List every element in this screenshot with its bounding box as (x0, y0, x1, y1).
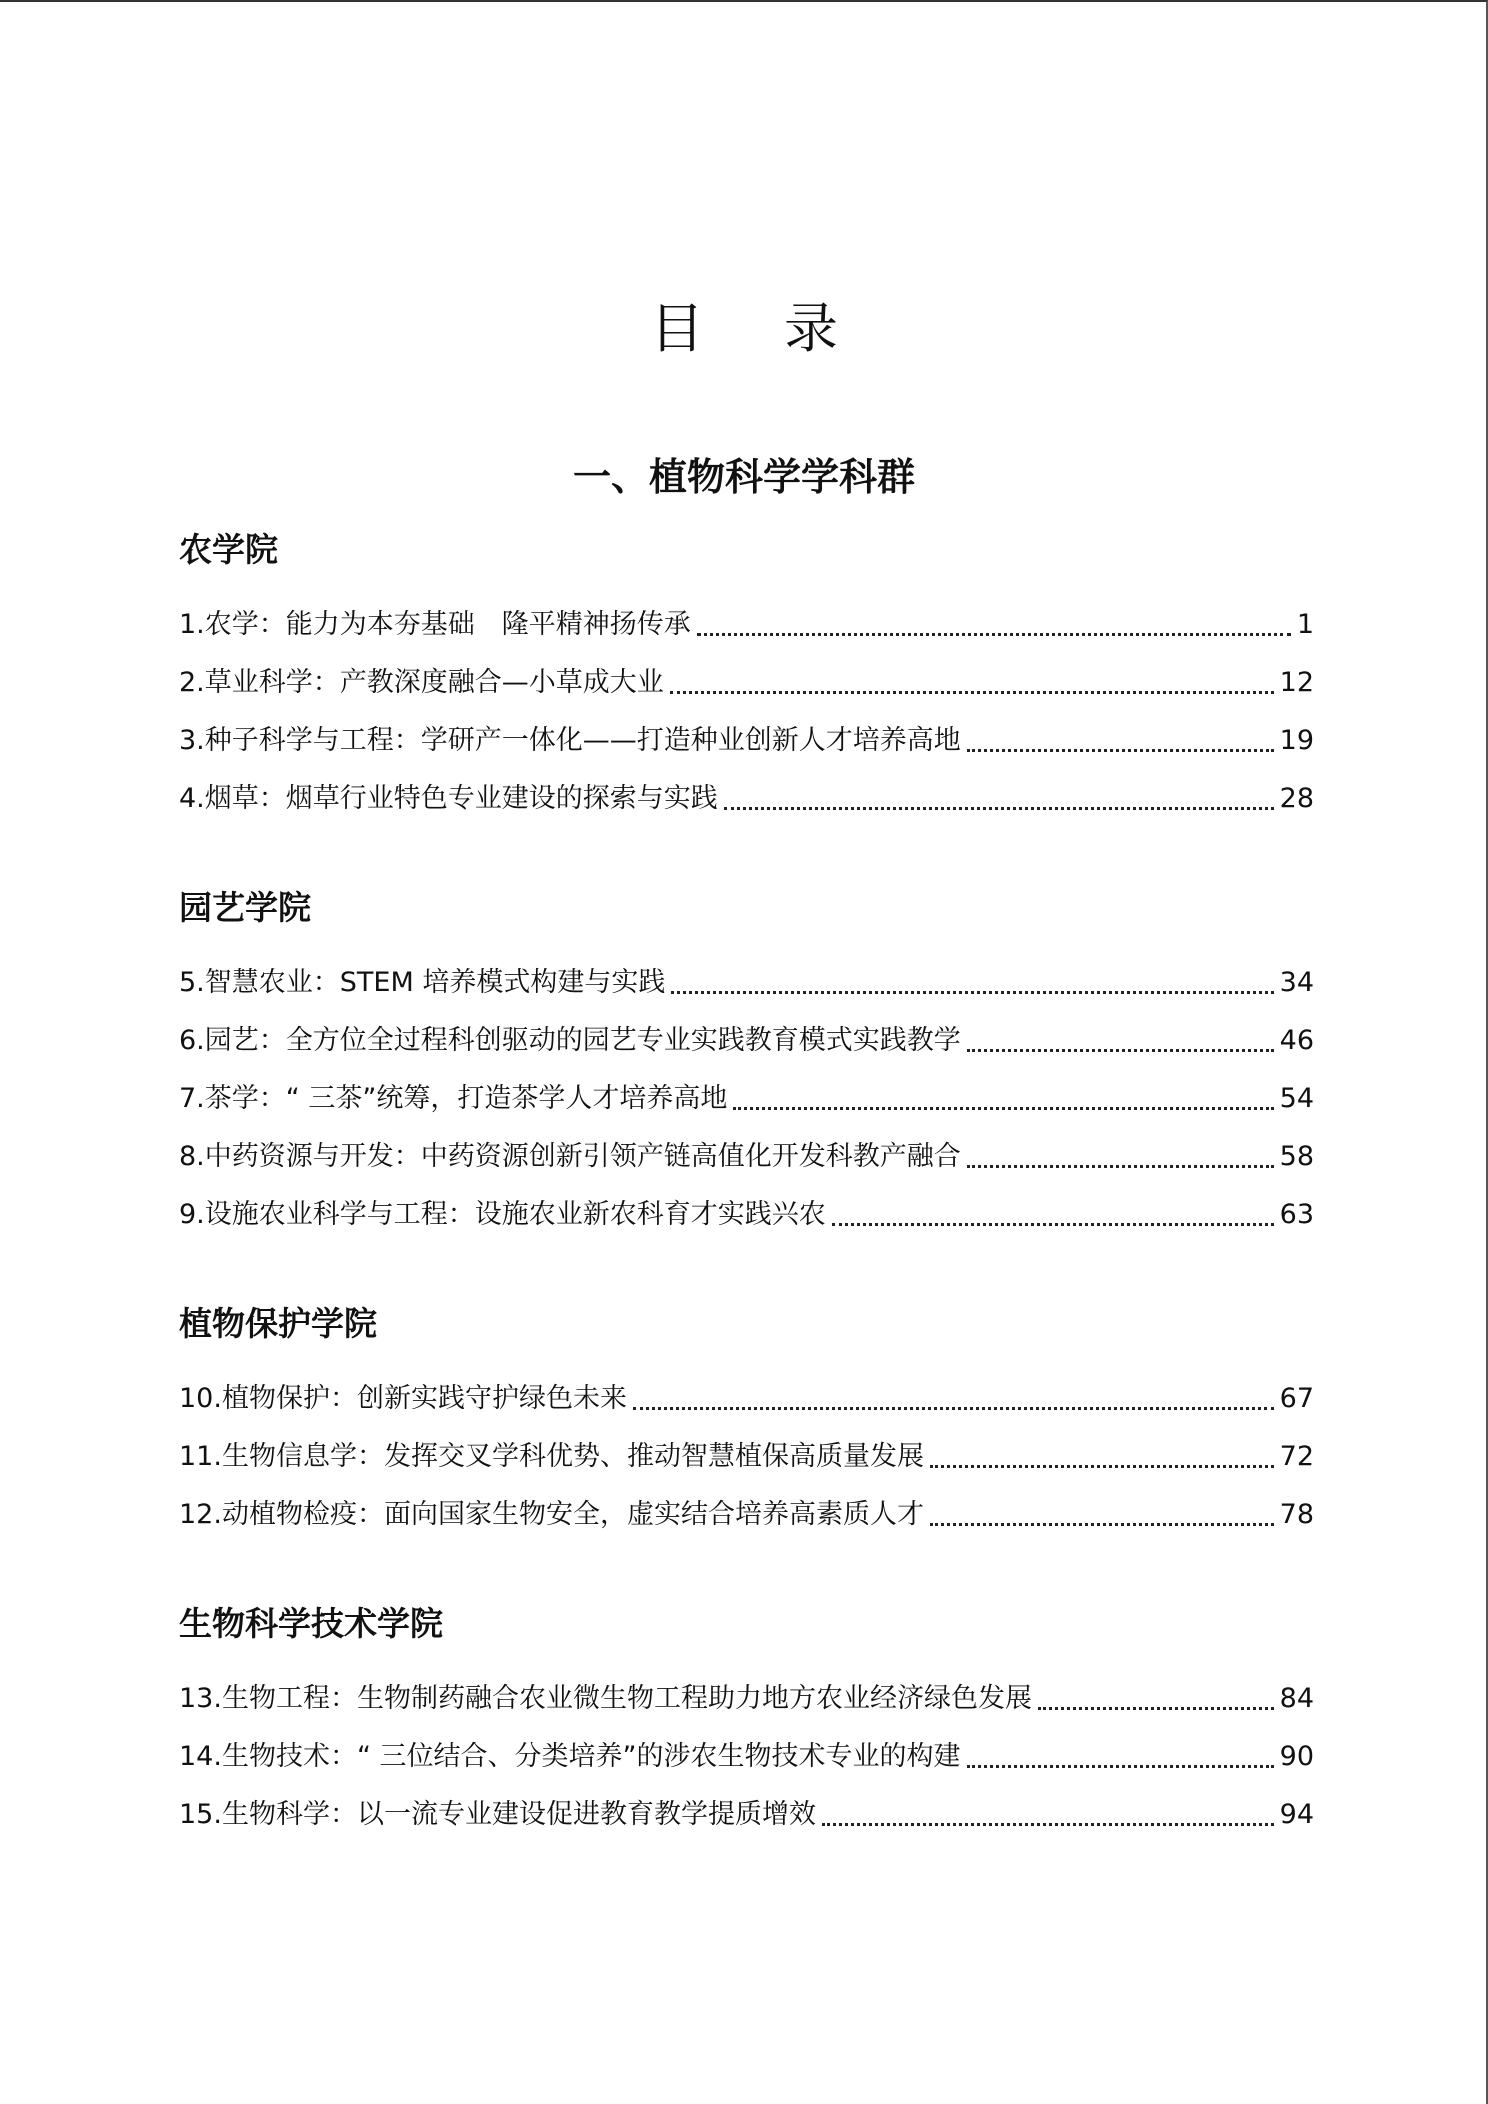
toc-entry[interactable] (179, 1061, 1314, 1119)
toc-entry[interactable] (179, 1177, 1314, 1235)
entry-title: 植物保护：创新实践守护绿色未来 (221, 1383, 627, 1414)
page-title (0, 294, 1488, 364)
entry-title: 烟草：烟草行业特色专业建设的探索与实践 (204, 783, 718, 814)
entry-title: 生物信息学：发挥交叉学科优势、推动智慧植保高质量发展 (221, 1441, 924, 1472)
entry-number: 14. (179, 1741, 222, 1772)
entry-number: 11. (179, 1441, 222, 1472)
toc-entry[interactable] (179, 1361, 1314, 1419)
entry-number: 8. (179, 1141, 205, 1172)
toc-entry[interactable] (179, 587, 1314, 645)
entry-number: 13. (179, 1683, 222, 1714)
discipline-group-title: 一、植物科学学科群 (572, 455, 915, 499)
dot-leader (1038, 1707, 1274, 1710)
toc-entry[interactable] (179, 1777, 1314, 1835)
dot-leader (967, 1765, 1274, 1768)
entry-title: 农学：能力为本夯基础 隆平精神扬传承 (204, 609, 691, 640)
entry-page-number: 54 (1279, 1083, 1314, 1114)
entry-page-number: 58 (1279, 1141, 1314, 1172)
entry-page-number: 78 (1279, 1499, 1314, 1530)
entry-title: 智慧农业：STEM 培养模式构建与实践 (204, 967, 666, 998)
entry-page-number: 19 (1279, 725, 1314, 756)
dot-leader (670, 691, 1274, 694)
section-heading: 园艺学院 (179, 888, 311, 927)
entry-page-number: 72 (1279, 1441, 1314, 1472)
toc-section (179, 1301, 1314, 1535)
entry-title: 草业科学：产教深度融合—小草成大业 (204, 667, 664, 698)
entry-number: 2. (179, 667, 205, 698)
dot-leader (930, 1465, 1274, 1468)
dot-leader (832, 1223, 1274, 1226)
toc-entry[interactable] (179, 1661, 1314, 1719)
section-heading: 生物科学技术学院 (179, 1604, 443, 1643)
dot-leader (733, 1107, 1273, 1110)
dot-leader (697, 633, 1291, 636)
toc-content (179, 527, 1314, 1835)
toc-entry[interactable] (179, 1477, 1314, 1535)
entry-page-number: 28 (1279, 783, 1314, 814)
entry-number: 10. (179, 1383, 222, 1414)
entry-page-number: 1 (1296, 609, 1314, 640)
entry-title: 动植物检疫：面向国家生物安全，虚实结合培养高素质人才 (221, 1499, 924, 1530)
entry-page-number: 46 (1279, 1025, 1314, 1056)
entry-page-number: 90 (1279, 1741, 1314, 1772)
page-title-char: 录 (784, 297, 838, 360)
toc-entry[interactable] (179, 1419, 1314, 1477)
entry-page-number: 34 (1279, 967, 1314, 998)
entry-title: 园艺：全方位全过程科创驱动的园艺专业实践教育模式实践教学 (204, 1025, 961, 1056)
toc-section (179, 885, 1314, 1235)
toc-entry[interactable] (179, 945, 1314, 1003)
entry-number: 1. (179, 609, 205, 640)
entry-number: 5. (179, 967, 205, 998)
entry-number: 6. (179, 1025, 205, 1056)
toc-section (179, 1601, 1314, 1835)
dot-leader (671, 991, 1273, 994)
entry-title: 生物工程：生物制药融合农业微生物工程助力地方农业经济绿色发展 (221, 1683, 1032, 1714)
entry-page-number: 84 (1279, 1683, 1314, 1714)
toc-section (179, 527, 1314, 819)
entry-number: 3. (179, 725, 205, 756)
toc-entry[interactable] (179, 1119, 1314, 1177)
dot-leader (633, 1407, 1274, 1410)
toc-entry[interactable] (179, 645, 1314, 703)
entry-title: 生物技术：“ 三位结合、分类培养”的涉农生物技术专业的构建 (221, 1741, 961, 1772)
dot-leader (967, 1165, 1274, 1168)
toc-entry[interactable] (179, 761, 1314, 819)
entry-number: 7. (179, 1083, 205, 1114)
toc-entry[interactable] (179, 703, 1314, 761)
entry-number: 15. (179, 1799, 222, 1830)
section-heading: 农学院 (179, 530, 278, 569)
section-heading: 植物保护学院 (179, 1304, 377, 1343)
entry-title: 茶学：“ 三茶”统筹，打造茶学人才培养高地 (204, 1083, 728, 1114)
entry-title: 中药资源与开发：中药资源创新引领产链高值化开发科教产融合 (204, 1141, 961, 1172)
dot-leader (724, 807, 1274, 810)
page-title-char: 目 (650, 297, 704, 360)
dot-leader (967, 749, 1274, 752)
entry-title: 生物科学：以一流专业建设促进教育教学提质增效 (221, 1799, 816, 1830)
toc-entry[interactable] (179, 1003, 1314, 1061)
entry-page-number: 12 (1279, 667, 1314, 698)
dot-leader (967, 1049, 1274, 1052)
entry-number: 4. (179, 783, 205, 814)
entry-title: 种子科学与工程：学研产一体化——打造种业创新人才培养高地 (204, 725, 961, 756)
entry-number: 12. (179, 1499, 222, 1530)
dot-leader (822, 1823, 1274, 1826)
dot-leader (930, 1523, 1274, 1526)
entry-page-number: 67 (1279, 1383, 1314, 1414)
toc-entry[interactable] (179, 1719, 1314, 1777)
entry-number: 9. (179, 1199, 205, 1230)
entry-page-number: 94 (1279, 1799, 1314, 1830)
entry-title: 设施农业科学与工程：设施农业新农科育才实践兴农 (204, 1199, 826, 1230)
entry-page-number: 63 (1279, 1199, 1314, 1230)
